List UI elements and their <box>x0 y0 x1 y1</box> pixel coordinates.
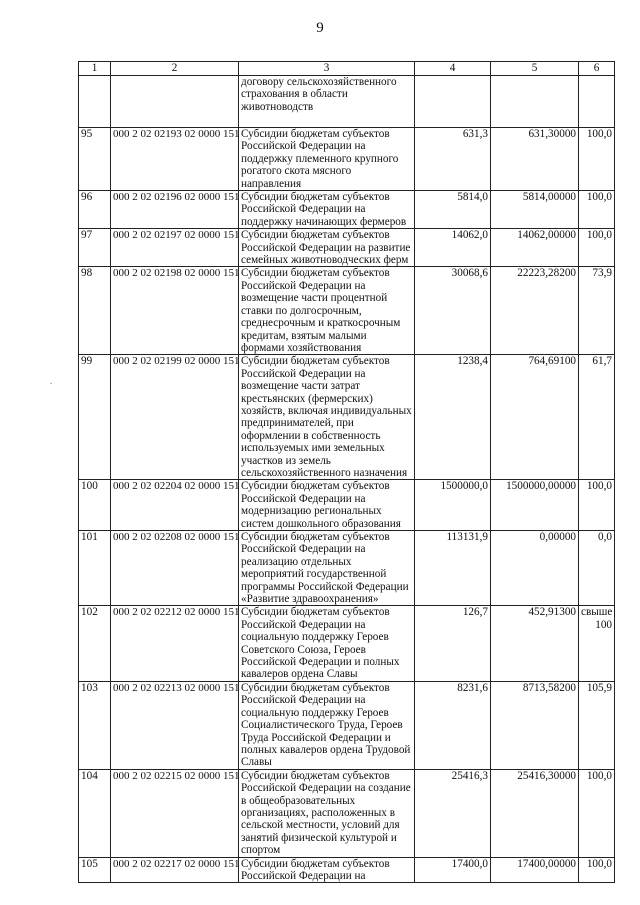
table-row <box>79 769 615 857</box>
continuation-text: договору сельскохозяйственного страхования в области животноводств <box>239 76 415 128</box>
budget-code: 000 2 02 02196 02 0000 151 <box>111 191 239 229</box>
row-number: 95 <box>79 128 111 191</box>
table-header-row <box>79 62 615 76</box>
planned-amount: 1238,4 <box>415 355 491 480</box>
row-description: Субсидии бюджетам субъектов Российской Федерации на создание в общеобразовательных организациях, расположенных в сельской местности, условий для занятий физической культурой и спортом <box>239 769 415 857</box>
row-description: Субсидии бюджетам субъектов Российской Федерации на развитие семейных животноводческих ферм <box>239 229 415 267</box>
execution-percent: 100,0 <box>579 480 615 531</box>
executed-amount: 14062,00000 <box>491 229 579 267</box>
executed-amount: 22223,28200 <box>491 267 579 355</box>
row-number: 96 <box>79 191 111 229</box>
table-row <box>79 681 615 769</box>
executed-amount: 764,69100 <box>491 355 579 480</box>
table-row <box>79 857 615 883</box>
table-row <box>79 191 615 229</box>
row-number: 101 <box>79 531 111 606</box>
execution-percent: 100,0 <box>579 191 615 229</box>
table-row <box>79 229 615 267</box>
executed-amount: 25416,30000 <box>491 769 579 857</box>
row-description: Субсидии бюджетам субъектов Российской Федерации на возмещение части затрат крестьянских (фермерских) хозяйств, включая индивидуальных предпринимателей, при оформлении в собственность используемых ими земельных участков из земель сельскохозяйственного назначения <box>239 355 415 480</box>
executed-amount: 8713,58200 <box>491 681 579 769</box>
execution-percent: 73,9 <box>579 267 615 355</box>
column-header-4: 4 <box>415 62 491 76</box>
execution-percent: свыше 100 <box>579 606 615 681</box>
row-number: 99 <box>79 355 111 480</box>
budget-code: 000 2 02 02197 02 0000 151 <box>111 229 239 267</box>
table-row <box>79 128 615 191</box>
planned-amount: 113131,9 <box>415 531 491 606</box>
budget-code: 000 2 02 02193 02 0000 151 <box>111 128 239 191</box>
table-row <box>79 531 615 606</box>
budget-code: 000 2 02 02199 02 0000 151 <box>111 355 239 480</box>
table-row <box>79 355 615 480</box>
row-number: 105 <box>79 857 111 883</box>
planned-amount: 631,3 <box>415 128 491 191</box>
planned-amount: 25416,3 <box>415 769 491 857</box>
execution-percent: 100,0 <box>579 229 615 267</box>
budget-code: 000 2 02 02204 02 0000 151 <box>111 480 239 531</box>
row-description: Субсидии бюджетам субъектов Российской Федерации на модернизацию региональных систем дошкольного образования <box>239 480 415 531</box>
row-number: 102 <box>79 606 111 681</box>
executed-amount: 0,00000 <box>491 531 579 606</box>
budget-code: 000 2 02 02215 02 0000 151 <box>111 769 239 857</box>
row-description: Субсидии бюджетам субъектов Российской Федерации на социальную поддержку Героев Социалистического Труда, Героев Труда Российской Федерации и полных кавалеров ордена Трудовой Славы <box>239 681 415 769</box>
column-header-1: 1 <box>79 62 111 76</box>
execution-percent: 61,7 <box>579 355 615 480</box>
budget-code: 000 2 02 02198 02 0000 151 <box>111 267 239 355</box>
row-description: Субсидии бюджетам субъектов Российской Федерации на поддержку племенного крупного рогатого скота мясного направления <box>239 128 415 191</box>
margin-mark: . <box>50 376 53 386</box>
table-row <box>79 606 615 681</box>
planned-amount: 1500000,0 <box>415 480 491 531</box>
table-row <box>79 267 615 355</box>
execution-percent: 105,9 <box>579 681 615 769</box>
table-row <box>79 480 615 531</box>
row-description: Субсидии бюджетам субъектов Российской Федерации на возмещение части процентной ставки по долгосрочным, среднесрочным и краткосрочным кредитам, взятым малыми формами хозяйствования <box>239 267 415 355</box>
row-description: Субсидии бюджетам субъектов Российской Федерации на социальную поддержку Героев Советского Союза, Героев Российской Федерации и полных кавалеров ордена Славы <box>239 606 415 681</box>
budget-table <box>78 61 615 883</box>
row-description: Субсидии бюджетам субъектов Российской Федерации на реализацию отдельных мероприятий государственной программы Российской Федерации «Развитие здравоохранения» <box>239 531 415 606</box>
row-description: Субсидии бюджетам субъектов Российской Федерации на поддержку начинающих фермеров <box>239 191 415 229</box>
executed-amount: 631,30000 <box>491 128 579 191</box>
executed-amount: 5814,00000 <box>491 191 579 229</box>
continuation-row <box>79 76 615 128</box>
executed-amount: 17400,00000 <box>491 857 579 883</box>
planned-amount: 14062,0 <box>415 229 491 267</box>
page-number: 9 <box>316 20 324 36</box>
planned-amount: 5814,0 <box>415 191 491 229</box>
planned-amount: 30068,6 <box>415 267 491 355</box>
execution-percent: 100,0 <box>579 769 615 857</box>
row-number: 100 <box>79 480 111 531</box>
execution-percent: 0,0 <box>579 531 615 606</box>
row-description: Субсидии бюджетам субъектов Российской Федерации на <box>239 857 415 883</box>
planned-amount: 126,7 <box>415 606 491 681</box>
row-number: 103 <box>79 681 111 769</box>
budget-code: 000 2 02 02213 02 0000 151 <box>111 681 239 769</box>
column-header-2: 2 <box>111 62 239 76</box>
executed-amount: 1500000,00000 <box>491 480 579 531</box>
budget-code: 000 2 02 02217 02 0000 151 <box>111 857 239 883</box>
execution-percent: 100,0 <box>579 128 615 191</box>
planned-amount: 8231,6 <box>415 681 491 769</box>
row-number: 104 <box>79 769 111 857</box>
row-number: 98 <box>79 267 111 355</box>
budget-code: 000 2 02 02208 02 0000 151 <box>111 531 239 606</box>
execution-percent: 100,0 <box>579 857 615 883</box>
budget-code: 000 2 02 02212 02 0000 151 <box>111 606 239 681</box>
column-header-3: 3 <box>239 62 415 76</box>
column-header-6: 6 <box>579 62 615 76</box>
planned-amount: 17400,0 <box>415 857 491 883</box>
row-number: 97 <box>79 229 111 267</box>
column-header-5: 5 <box>491 62 579 76</box>
executed-amount: 452,91300 <box>491 606 579 681</box>
